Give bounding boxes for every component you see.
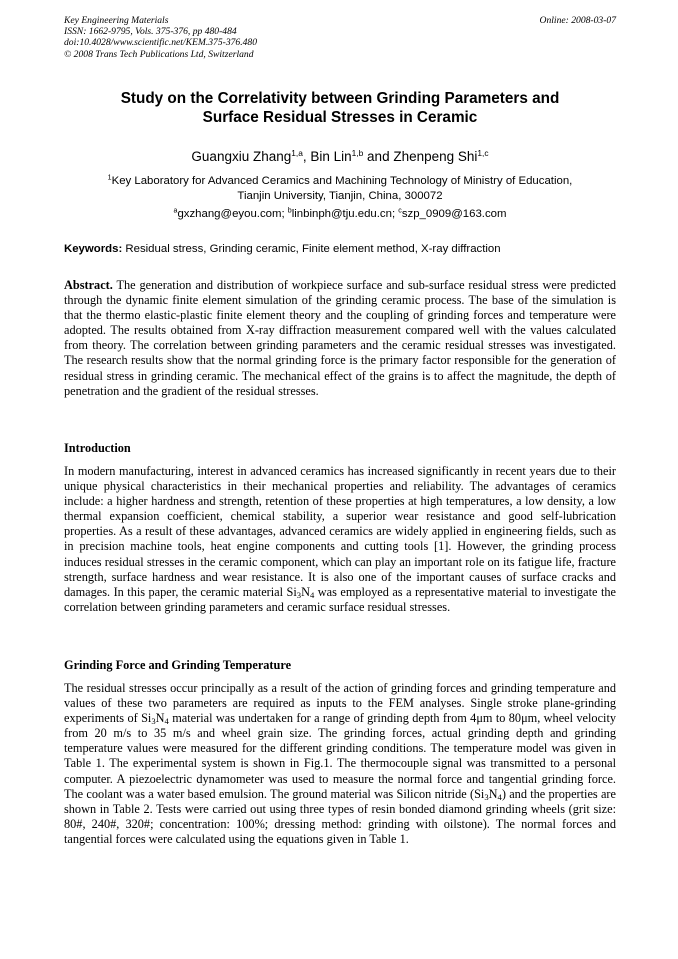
keywords-text: Residual stress, Grinding ceramic, Finite element method, X-ray diffraction bbox=[122, 243, 501, 255]
doi-line[interactable]: doi:10.4028/www.scientific.net/KEM.375-376.480 bbox=[64, 37, 258, 49]
grinding-text: The residual stresses occur principally as a result of the action of grinding forces and grinding temperature and values of these two parameters are required as inputs to the FEM analyses. Single stroke plane-grinding experiments of Si bbox=[64, 681, 616, 726]
subscript: 4 bbox=[497, 791, 502, 802]
subscript: 3 bbox=[296, 589, 302, 600]
copyright-line: © 2008 Trans Tech Publications Ltd, Switzerland bbox=[64, 48, 254, 60]
email-list bbox=[64, 207, 616, 222]
subscript: 4 bbox=[310, 589, 315, 600]
author-separator: and bbox=[363, 149, 394, 164]
author-affiliation-mark: 1,b bbox=[351, 147, 364, 158]
issn-line: ISSN: 1662-9795, Vols. 375-376, pp 480-484 bbox=[64, 26, 237, 38]
email-mark: c bbox=[398, 207, 402, 215]
keywords-label: Keywords: bbox=[64, 243, 123, 255]
abstract-paragraph bbox=[64, 278, 616, 399]
grinding-text: material was undertaken for a range of grinding depth from 4μm to 80μm, wheel velocity from 20 m/s to 35 m/s and wheel grain size. The grinding forces, actual grinding depth and grinding temperature values were measured for the different grinding conditions. The temperature model was given in Table 1. The experimental system is shown in Fig.1. The thermocouple signal was transmitted to a personal computer. A piezoelectric dynamometer was used to measure the normal force and tangential grinding force. The coolant was a water based emulsion. The ground material was Silicon nitride (Si bbox=[64, 711, 617, 801]
journal-name: Key Engineering Materials bbox=[64, 15, 169, 26]
email-mark: b bbox=[287, 207, 292, 215]
subscript: 3 bbox=[484, 791, 489, 802]
intro-text: N bbox=[301, 584, 310, 599]
grinding-paragraph bbox=[64, 681, 616, 847]
author-name: Bin Lin bbox=[310, 149, 352, 164]
email-address[interactable]: szp_0909@163.com bbox=[401, 208, 507, 220]
intro-text: In modern manufacturing, interest in advanced ceramics has increased significantly in recent years due to their unique physical characteristics in their mechanical properties and reliability. The advantages of ceramics include: a higher hardness and strength, retention of these properties at high temperatures, a low density, a low thermal expansion coefficient, chemical stability, a superior wear resistance and good self-lubrication properties. As a result of these advantages, advanced ceramics are widely applied in engineering fields, such as in precision machine tools, heat engine components and cutting tools [1]. However, the grinding process induces residual stresses in the ceramic component, which can play an important role on its fatigue life, fracture strength, surface hardness and wear resistance. It is also one of the important causes of surface cracks and damages. In this paper, the ceramic material Si bbox=[64, 464, 616, 599]
title-line-1: Study on the Correlativity between Grinding Parameters and bbox=[120, 90, 560, 107]
grinding-text: ) and the properties are shown in Table 2. Tests were carried out using three types of resin bonded diamond grinding wheels (grit size: 80#, 240#, 320#; concentration: 100%; dressing method: grinding with oilstone). The normal forces and tangential forces were calculated using the equations given in Table 1. bbox=[64, 786, 616, 846]
abstract-label: Abstract. bbox=[64, 278, 113, 292]
subscript: 3 bbox=[151, 716, 156, 727]
online-date: Online: 2008-03-07 bbox=[539, 15, 616, 26]
subscript: 4 bbox=[164, 716, 169, 727]
keywords bbox=[64, 242, 616, 257]
grinding-text: N bbox=[488, 786, 498, 801]
affiliation-line-2: Tianjin University, Tianjin, China, 300072 bbox=[237, 190, 443, 203]
affiliation bbox=[64, 174, 616, 204]
paper-title bbox=[64, 90, 616, 127]
author-name: Guangxiu Zhang bbox=[191, 149, 292, 164]
introduction-heading: Introduction bbox=[64, 441, 131, 455]
email-address[interactable]: linbinph@tju.edu.cn; bbox=[291, 208, 399, 220]
email-mark: a bbox=[173, 207, 178, 215]
author-name: Zhenpeng Shi bbox=[393, 149, 478, 164]
author-affiliation-mark: 1,a bbox=[291, 147, 303, 158]
abstract-text: The generation and distribution of workpiece surface and sub-surface residual stress were predicted through the dynamic finite element simulation of the grinding ceramic process. The base of the simulation is that the thermo elastic-plastic finite element theory and the coupling of grinding forces and temperature were adopted. The results obtained from X-ray diffraction measurement compared well with the values calculated from theory. The correlation between grinding parameters and the ceramic residual stresses was investigated. The research results show that the normal grinding force is the primary factor responsible for the generation of residual stress in grinding ceramic. The mechanical effect of the grains is to affect the magnitude, the depth of penetration and the gradient of the residual stresses. bbox=[64, 278, 616, 398]
introduction-paragraph bbox=[64, 464, 616, 615]
grinding-heading: Grinding Force and Grinding Temperature bbox=[64, 658, 292, 672]
author-separator: , bbox=[302, 149, 311, 164]
email-address[interactable]: gxzhang@eyou.com; bbox=[177, 208, 288, 220]
journal-header bbox=[64, 15, 616, 60]
affiliation-mark: 1 bbox=[107, 174, 112, 182]
grinding-text: N bbox=[155, 711, 165, 726]
author-affiliation-mark: 1,c bbox=[477, 147, 489, 158]
affiliation-line-1: Key Laboratory for Advanced Ceramics and Machining Technology of Ministry of Education, bbox=[111, 175, 573, 187]
title-line-2: Surface Residual Stresses in Ceramic bbox=[202, 108, 478, 126]
intro-text: was employed as a representative material to investigate the correlation between grinding parameters and ceramic surface residual stresses. bbox=[64, 584, 617, 614]
author-list bbox=[64, 149, 616, 165]
